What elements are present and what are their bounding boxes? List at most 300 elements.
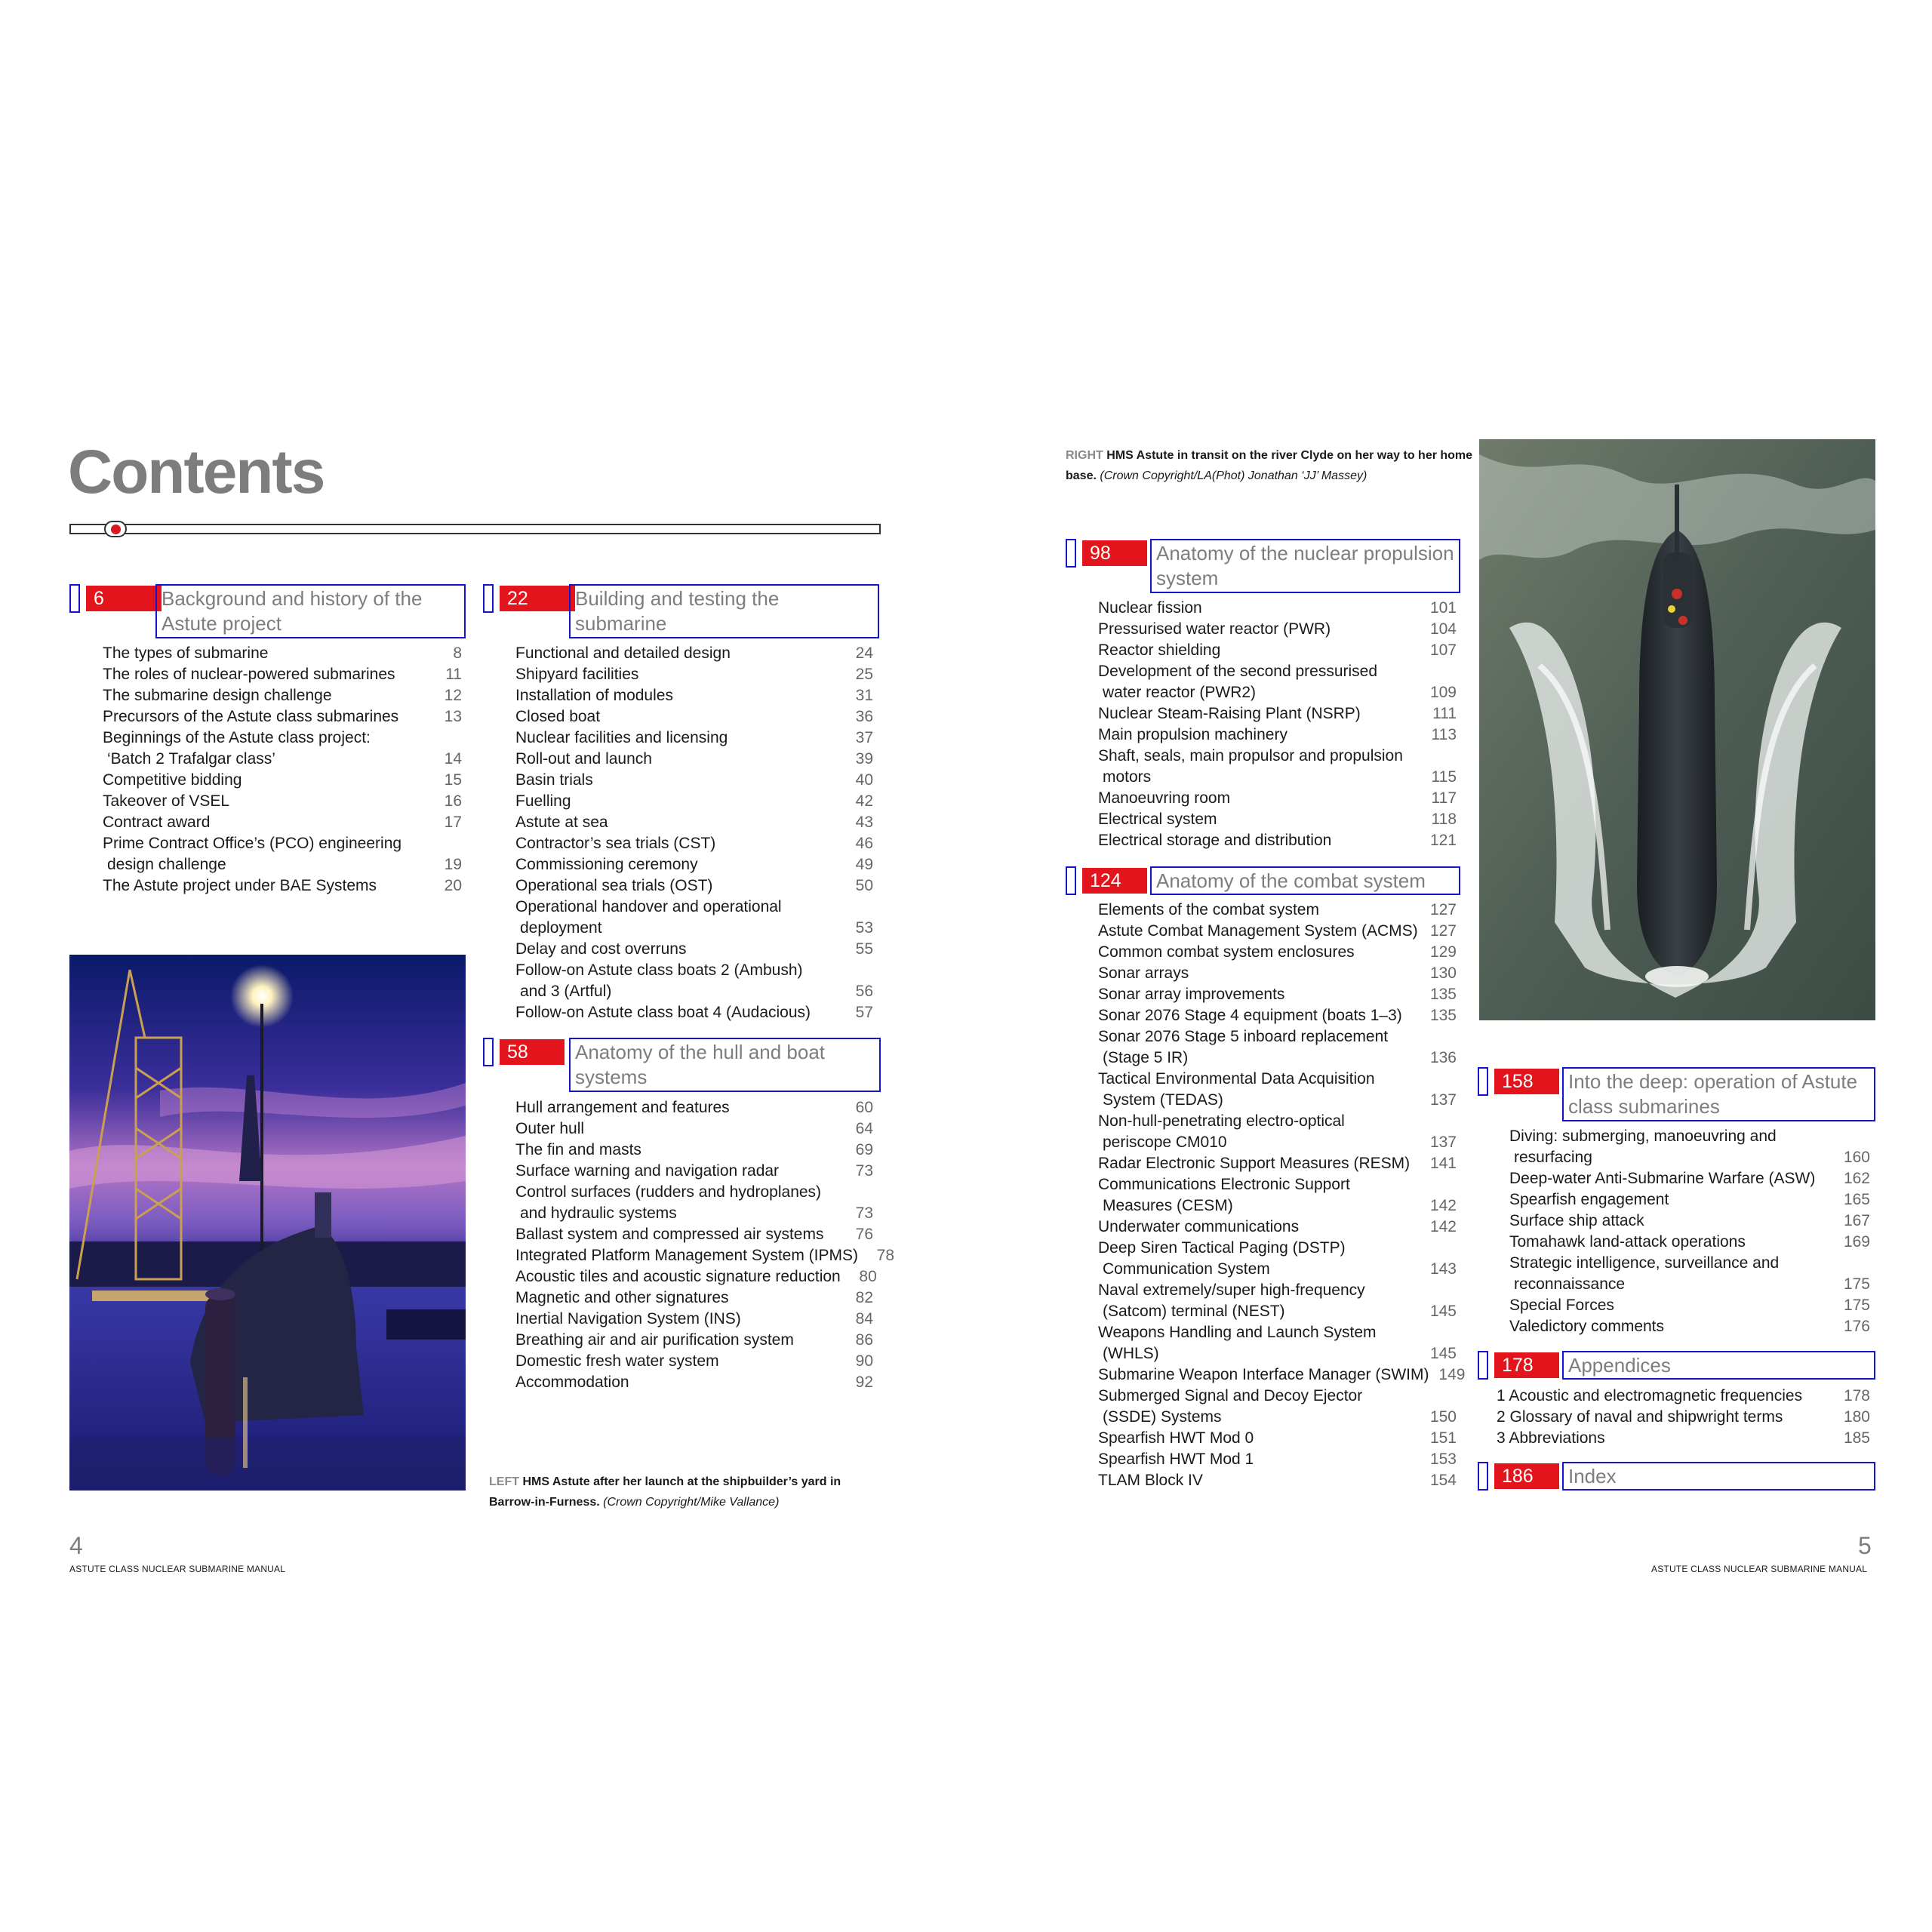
toc-entry-page: 151 bbox=[1429, 1429, 1457, 1447]
toc-entry-label: Outer hull bbox=[515, 1120, 585, 1137]
toc-entry-label: Communication System bbox=[1103, 1260, 1270, 1278]
toc-entry[interactable] bbox=[515, 1118, 873, 1140]
toc-entry-label: Precursors of the Astute class submarines bbox=[103, 708, 399, 725]
title-rule bbox=[69, 524, 881, 534]
toc-entry[interactable] bbox=[103, 875, 462, 897]
toc-entry[interactable] bbox=[103, 833, 462, 854]
toc-entry-label: Contract award bbox=[103, 814, 211, 831]
toc-entry[interactable] bbox=[1098, 1005, 1457, 1026]
toc-entry-label: Shipyard facilities bbox=[515, 666, 639, 683]
toc-entry[interactable] bbox=[515, 1161, 873, 1182]
toc-entry[interactable] bbox=[1098, 1069, 1457, 1090]
toc-entry[interactable] bbox=[515, 706, 873, 728]
toc-entry-label: Functional and detailed design bbox=[515, 645, 731, 662]
toc-entry-label: Deep Siren Tactical Paging (DSTP) bbox=[1098, 1239, 1346, 1257]
toc-entry[interactable] bbox=[1098, 598, 1457, 619]
toc-entry[interactable] bbox=[1509, 1232, 1870, 1253]
toc-entry-page: 64 bbox=[855, 1120, 873, 1137]
toc-entry[interactable] bbox=[1098, 1090, 1457, 1111]
toc-entry-label: Breathing air and air purification system bbox=[515, 1331, 794, 1349]
toc-entry[interactable] bbox=[1098, 1343, 1457, 1364]
toc-entry[interactable] bbox=[515, 854, 873, 875]
running-footer: ASTUTE CLASS NUCLEAR SUBMARINE MANUAL bbox=[69, 1564, 286, 1574]
toc-entry-label: The Astute project under BAE Systems bbox=[103, 877, 377, 894]
toc-entry-label: TLAM Block IV bbox=[1098, 1472, 1203, 1489]
toc-entry-label: Control surfaces (rudders and hydroplanes) bbox=[515, 1183, 822, 1201]
toc-entry-page: 137 bbox=[1429, 1134, 1457, 1151]
toc-entry-page: 137 bbox=[1429, 1091, 1457, 1109]
toc-entry-label: Naval extremely/super high-frequency bbox=[1098, 1281, 1365, 1299]
toc-entry-label: Acoustic tiles and acoustic signature reduction bbox=[515, 1268, 841, 1285]
toc-entry[interactable] bbox=[515, 1224, 873, 1245]
red-dot-icon bbox=[111, 525, 121, 534]
toc-entry-label: Follow-on Astute class boats 2 (Ambush) bbox=[515, 961, 803, 979]
toc-entry[interactable] bbox=[515, 1140, 873, 1161]
toc-entry[interactable] bbox=[1098, 1111, 1457, 1132]
toc-list-hull bbox=[515, 1097, 895, 1393]
toc-entry[interactable] bbox=[103, 791, 462, 812]
toc-entry-page: 121 bbox=[1429, 832, 1457, 849]
toc-entry-page: 73 bbox=[855, 1204, 873, 1222]
toc-entry-label: Sonar arrays bbox=[1098, 964, 1189, 982]
toc-entry-page: 169 bbox=[1843, 1233, 1870, 1251]
toc-entry[interactable] bbox=[515, 812, 873, 833]
toc-entry-label: Electrical system bbox=[1098, 811, 1217, 828]
section-page-number: 6 bbox=[86, 586, 162, 611]
toc-entry[interactable] bbox=[515, 1330, 873, 1351]
toc-entry-page: 142 bbox=[1429, 1197, 1457, 1214]
toc-entry-page: 153 bbox=[1429, 1451, 1457, 1468]
toc-entry-label: (Satcom) terminal (NEST) bbox=[1103, 1303, 1285, 1320]
toc-entry[interactable] bbox=[103, 728, 462, 749]
toc-entry-page: 16 bbox=[444, 792, 462, 810]
toc-entry-label: Nuclear fission bbox=[1098, 599, 1202, 617]
toc-entry-label: Roll-out and launch bbox=[515, 750, 652, 768]
toc-entry[interactable] bbox=[515, 749, 873, 770]
toc-entry-label: Astute Combat Management System (ACMS) bbox=[1098, 922, 1418, 940]
toc-entry[interactable] bbox=[515, 791, 873, 812]
toc-entry[interactable] bbox=[1098, 746, 1457, 767]
toc-entry-label: Domestic fresh water system bbox=[515, 1352, 719, 1370]
toc-entry[interactable] bbox=[1509, 1316, 1870, 1337]
section-heading-appendices[interactable] bbox=[1478, 1351, 1875, 1380]
section-title: Anatomy of the hull and boat systems bbox=[569, 1038, 881, 1092]
section-page-number: 98 bbox=[1082, 540, 1147, 566]
toc-entry-label: Elements of the combat system bbox=[1098, 901, 1319, 918]
toc-entry[interactable] bbox=[1098, 703, 1457, 724]
toc-entry-label: Commissioning ceremony bbox=[515, 856, 698, 873]
toc-list-appendices bbox=[1497, 1386, 1870, 1449]
toc-entry[interactable] bbox=[1098, 1470, 1457, 1491]
toc-entry-page: 167 bbox=[1843, 1212, 1870, 1229]
toc-entry[interactable] bbox=[1098, 1449, 1457, 1470]
toc-entry[interactable] bbox=[1497, 1428, 1870, 1449]
toc-entry[interactable] bbox=[1098, 942, 1457, 963]
toc-entry-page: 25 bbox=[855, 666, 873, 683]
toc-entry-page: 113 bbox=[1431, 726, 1457, 743]
toc-entry-label: Integrated Platform Management System (IPMS) bbox=[515, 1247, 859, 1264]
toc-entry-page: 130 bbox=[1429, 964, 1457, 982]
toc-entry-label: ‘Batch 2 Trafalgar class’ bbox=[107, 750, 275, 768]
toc-entry-label: Contractor’s sea trials (CST) bbox=[515, 835, 716, 852]
section-marker bbox=[69, 584, 80, 613]
toc-entry[interactable] bbox=[1098, 640, 1457, 661]
toc-entry[interactable] bbox=[1509, 1168, 1870, 1189]
toc-entry-page: 185 bbox=[1843, 1429, 1870, 1447]
toc-entry-page: 145 bbox=[1429, 1345, 1457, 1362]
toc-entry-label: The types of submarine bbox=[103, 645, 269, 662]
toc-entry[interactable] bbox=[1098, 1238, 1457, 1259]
toc-entry[interactable] bbox=[103, 664, 462, 685]
toc-entry[interactable] bbox=[515, 897, 873, 918]
toc-entry[interactable] bbox=[1098, 1132, 1457, 1153]
toc-entry[interactable] bbox=[1509, 1295, 1870, 1316]
toc-entry-label: Diving: submerging, manoeuvring and bbox=[1509, 1128, 1777, 1145]
toc-entry-page: 46 bbox=[855, 835, 873, 852]
toc-entry[interactable] bbox=[1098, 1048, 1457, 1069]
toc-entry-page: 178 bbox=[1843, 1387, 1870, 1404]
toc-list-combat bbox=[1098, 900, 1466, 1491]
toc-entry[interactable] bbox=[1509, 1189, 1870, 1211]
section-heading-building[interactable] bbox=[483, 584, 879, 638]
toc-entry-page: 129 bbox=[1429, 943, 1457, 961]
toc-entry-label: Main propulsion machinery bbox=[1098, 726, 1287, 743]
toc-list-building bbox=[515, 643, 873, 1023]
toc-entry-page: 53 bbox=[855, 919, 873, 937]
toc-entry[interactable] bbox=[1098, 900, 1457, 921]
toc-entry[interactable] bbox=[515, 728, 873, 749]
toc-entry[interactable] bbox=[103, 812, 462, 833]
toc-entry-page: 141 bbox=[1429, 1155, 1457, 1172]
toc-entry[interactable] bbox=[515, 939, 873, 960]
toc-entry-label: (WHLS) bbox=[1103, 1345, 1159, 1362]
toc-entry[interactable] bbox=[1098, 1428, 1457, 1449]
toc-entry[interactable] bbox=[1098, 682, 1457, 703]
toc-entry-page: 162 bbox=[1843, 1170, 1870, 1187]
toc-entry[interactable] bbox=[1098, 1322, 1457, 1343]
section-page-number: 158 bbox=[1494, 1069, 1559, 1094]
toc-entry[interactable] bbox=[103, 770, 462, 791]
toc-entry-label: Pressurised water reactor (PWR) bbox=[1098, 620, 1331, 638]
toc-entry-page: 101 bbox=[1429, 599, 1457, 617]
toc-entry-page: 56 bbox=[855, 983, 873, 1000]
toc-entry-label: Special Forces bbox=[1509, 1297, 1614, 1314]
toc-entry-page: 142 bbox=[1429, 1218, 1457, 1235]
toc-entry-page: 111 bbox=[1432, 705, 1457, 722]
toc-entry-page: 143 bbox=[1429, 1260, 1457, 1278]
toc-list-operation bbox=[1509, 1126, 1870, 1337]
toc-entry-label: Follow-on Astute class boat 4 (Audacious) bbox=[515, 1004, 811, 1021]
section-title: Anatomy of the combat system bbox=[1150, 866, 1460, 895]
toc-entry-label: Sonar 2076 Stage 4 equipment (boats 1–3) bbox=[1098, 1007, 1402, 1024]
toc-entry-page: 78 bbox=[876, 1247, 895, 1264]
section-title: Background and history of the Astute project bbox=[155, 584, 466, 638]
toc-entry[interactable] bbox=[515, 1097, 873, 1118]
toc-entry-page: 154 bbox=[1429, 1472, 1457, 1489]
toc-entry-page: 15 bbox=[444, 771, 462, 789]
toc-entry-label: (Stage 5 IR) bbox=[1103, 1049, 1189, 1066]
toc-entry[interactable] bbox=[103, 749, 462, 770]
toc-entry[interactable] bbox=[515, 1182, 873, 1203]
toc-entry-page: 12 bbox=[444, 687, 462, 704]
toc-entry[interactable] bbox=[1098, 1195, 1457, 1217]
toc-entry-page: 17 bbox=[444, 814, 462, 831]
caption-credit: (Crown Copyright/LA(Phot) Jonathan ‘JJ’ Massey) bbox=[1100, 469, 1367, 482]
toc-entry[interactable] bbox=[515, 1203, 873, 1224]
toc-entry-label: Inertial Navigation System (INS) bbox=[515, 1310, 741, 1327]
toc-entry-label: Spearfish engagement bbox=[1509, 1191, 1669, 1208]
toc-entry-label: Basin trials bbox=[515, 771, 593, 789]
toc-entry[interactable] bbox=[1509, 1211, 1870, 1232]
toc-entry-label: Non-hull-penetrating electro-optical bbox=[1098, 1112, 1345, 1130]
toc-entry-label: Takeover of VSEL bbox=[103, 792, 230, 810]
toc-entry-label: Measures (CESM) bbox=[1103, 1197, 1233, 1214]
toc-entry-page: 36 bbox=[855, 708, 873, 725]
toc-entry-label: Competitive bidding bbox=[103, 771, 242, 789]
toc-entry-page: 127 bbox=[1429, 922, 1457, 940]
toc-entry-page: 84 bbox=[855, 1310, 873, 1327]
section-heading-background[interactable] bbox=[69, 584, 466, 638]
caption-text: HMS Astute in transit on the river Clyde on her way to her home base. bbox=[1066, 449, 1473, 482]
toc-entry[interactable] bbox=[515, 1287, 873, 1309]
caption-credit: (Crown Copyright/Mike Vallance) bbox=[603, 1496, 780, 1509]
toc-entry-label: Sonar 2076 Stage 5 inboard replacement bbox=[1098, 1028, 1389, 1045]
section-marker bbox=[1478, 1067, 1488, 1096]
left-photo-caption bbox=[489, 1472, 881, 1512]
toc-entry-page: 107 bbox=[1429, 641, 1457, 659]
section-heading-operation[interactable] bbox=[1478, 1067, 1875, 1121]
toc-entry-page: 80 bbox=[859, 1268, 877, 1285]
toc-entry[interactable] bbox=[1509, 1253, 1870, 1274]
section-marker bbox=[1066, 539, 1076, 568]
toc-entry[interactable] bbox=[1497, 1386, 1870, 1407]
toc-entry-page: 42 bbox=[855, 792, 873, 810]
transit-photo bbox=[1479, 439, 1875, 1020]
toc-entry[interactable] bbox=[515, 1309, 873, 1330]
toc-entry-page: 19 bbox=[444, 856, 462, 873]
toc-entry-label: The fin and masts bbox=[515, 1141, 641, 1158]
toc-entry-label: reconnaissance bbox=[1514, 1275, 1626, 1293]
toc-entry[interactable] bbox=[515, 770, 873, 791]
toc-entry-page: 60 bbox=[855, 1099, 873, 1116]
toc-entry-page: 11 bbox=[445, 666, 462, 683]
section-heading-propulsion[interactable] bbox=[1066, 539, 1460, 593]
page-number: 5 bbox=[1858, 1532, 1872, 1559]
toc-entry[interactable] bbox=[515, 685, 873, 706]
toc-entry-label: System (TEDAS) bbox=[1103, 1091, 1223, 1109]
section-title: Into the deep: operation of Astute class submarines bbox=[1562, 1067, 1875, 1121]
toc-entry-label: periscope CM010 bbox=[1103, 1134, 1227, 1151]
toc-entry[interactable] bbox=[515, 664, 873, 685]
section-page-number: 22 bbox=[500, 586, 575, 611]
toc-entry[interactable] bbox=[1098, 830, 1457, 851]
toc-entry[interactable] bbox=[1098, 1153, 1457, 1174]
toc-entry[interactable] bbox=[515, 833, 873, 854]
toc-entry-label: Nuclear facilities and licensing bbox=[515, 729, 728, 746]
toc-entry-label: Installation of modules bbox=[515, 687, 673, 704]
toc-entry[interactable] bbox=[1098, 809, 1457, 830]
toc-entry[interactable] bbox=[1098, 1364, 1466, 1386]
toc-entry[interactable] bbox=[515, 960, 873, 981]
toc-entry[interactable] bbox=[1098, 963, 1457, 984]
toc-entry-label: Operational handover and operational bbox=[515, 898, 782, 915]
toc-entry-label: Surface ship attack bbox=[1509, 1212, 1644, 1229]
toc-entry-page: 86 bbox=[855, 1331, 873, 1349]
toc-entry[interactable] bbox=[1098, 984, 1457, 1005]
toc-entry-page: 8 bbox=[453, 645, 462, 662]
toc-entry-label: Communications Electronic Support bbox=[1098, 1176, 1350, 1193]
toc-entry[interactable] bbox=[1509, 1147, 1870, 1168]
toc-entry[interactable] bbox=[515, 1245, 895, 1266]
toc-entry-label: 1 Acoustic and electromagnetic frequencies bbox=[1497, 1387, 1803, 1404]
toc-entry-label: Underwater communications bbox=[1098, 1218, 1300, 1235]
launch-photo bbox=[69, 955, 466, 1491]
toc-entry-label: 2 Glossary of naval and shipwright terms bbox=[1497, 1408, 1783, 1426]
toc-entry[interactable] bbox=[103, 854, 462, 875]
toc-entry[interactable] bbox=[515, 1351, 873, 1372]
toc-entry[interactable] bbox=[103, 643, 462, 664]
toc-entry-page: 115 bbox=[1431, 768, 1457, 786]
toc-entry-page: 109 bbox=[1429, 684, 1457, 701]
toc-entry[interactable] bbox=[1098, 767, 1457, 788]
toc-entry-page: 49 bbox=[855, 856, 873, 873]
toc-entry[interactable] bbox=[515, 875, 873, 897]
toc-entry[interactable] bbox=[515, 1372, 873, 1393]
toc-entry-page: 50 bbox=[855, 877, 873, 894]
toc-entry-page: 37 bbox=[855, 729, 873, 746]
section-heading-index[interactable] bbox=[1478, 1462, 1875, 1491]
caption-lead: LEFT bbox=[489, 1475, 519, 1488]
toc-entry-page: 127 bbox=[1429, 901, 1457, 918]
toc-entry-page: 104 bbox=[1429, 620, 1457, 638]
toc-entry-label: motors bbox=[1103, 768, 1152, 786]
toc-entry[interactable] bbox=[515, 981, 873, 1002]
toc-entry-page: 39 bbox=[855, 750, 873, 768]
toc-entry-label: Astute at sea bbox=[515, 814, 608, 831]
toc-entry[interactable] bbox=[1098, 1174, 1457, 1195]
toc-entry[interactable] bbox=[1098, 1407, 1457, 1428]
toc-entry-label: The submarine design challenge bbox=[103, 687, 332, 704]
section-title: Index bbox=[1562, 1462, 1875, 1491]
toc-entry-label: Spearfish HWT Mod 0 bbox=[1098, 1429, 1254, 1447]
toc-entry-label: Surface warning and navigation radar bbox=[515, 1162, 780, 1180]
right-photo-caption bbox=[1066, 445, 1473, 486]
toc-entry[interactable] bbox=[1497, 1407, 1870, 1428]
toc-entry-label: Magnetic and other signatures bbox=[515, 1289, 729, 1306]
toc-entry-page: 145 bbox=[1429, 1303, 1457, 1320]
toc-entry[interactable] bbox=[1509, 1126, 1870, 1147]
toc-entry-page: 117 bbox=[1431, 789, 1457, 807]
toc-entry-label: Manoeuvring room bbox=[1098, 789, 1231, 807]
section-heading-combat[interactable] bbox=[1066, 866, 1460, 895]
toc-entry-label: Radar Electronic Support Measures (RESM) bbox=[1098, 1155, 1411, 1172]
toc-entry[interactable] bbox=[1098, 619, 1457, 640]
toc-entry-label: Spearfish HWT Mod 1 bbox=[1098, 1451, 1254, 1468]
toc-entry[interactable] bbox=[515, 918, 873, 939]
toc-entry[interactable] bbox=[515, 643, 873, 664]
toc-entry-label: design challenge bbox=[107, 856, 226, 873]
toc-entry-page: 76 bbox=[855, 1226, 873, 1243]
section-marker bbox=[483, 1038, 494, 1066]
toc-entry-label: Accommodation bbox=[515, 1374, 629, 1391]
toc-entry-page: 82 bbox=[855, 1289, 873, 1306]
section-title: Appendices bbox=[1562, 1351, 1875, 1380]
toc-entry[interactable] bbox=[1098, 1026, 1457, 1048]
toc-entry-label: (SSDE) Systems bbox=[1103, 1408, 1222, 1426]
caption-lead: RIGHT bbox=[1066, 449, 1103, 462]
toc-entry-label: Strategic intelligence, surveillance and bbox=[1509, 1254, 1780, 1272]
toc-entry-page: 175 bbox=[1843, 1297, 1870, 1314]
toc-list-propulsion bbox=[1098, 598, 1457, 851]
toc-list-background bbox=[103, 643, 462, 897]
toc-entry-label: Sonar array improvements bbox=[1098, 986, 1285, 1003]
toc-entry[interactable] bbox=[103, 706, 462, 728]
toc-entry[interactable] bbox=[1098, 1217, 1457, 1238]
toc-entry-page: 149 bbox=[1438, 1366, 1466, 1383]
toc-entry-page: 136 bbox=[1429, 1049, 1457, 1066]
toc-entry-page: 73 bbox=[855, 1162, 873, 1180]
toc-entry[interactable] bbox=[1509, 1274, 1870, 1295]
toc-entry-label: and hydraulic systems bbox=[520, 1204, 677, 1222]
toc-entry-label: Deep-water Anti-Submarine Warfare (ASW) bbox=[1509, 1170, 1816, 1187]
toc-entry[interactable] bbox=[1098, 788, 1457, 809]
toc-entry-page: 13 bbox=[444, 708, 462, 725]
toc-entry-label: Closed boat bbox=[515, 708, 601, 725]
toc-entry-label: Prime Contract Office’s (PCO) engineering bbox=[103, 835, 402, 852]
section-heading-hull[interactable] bbox=[483, 1038, 881, 1092]
toc-entry[interactable] bbox=[1098, 1280, 1457, 1301]
toc-entry-page: 176 bbox=[1843, 1318, 1870, 1335]
toc-entry-label: Tactical Environmental Data Acquisition bbox=[1098, 1070, 1375, 1088]
toc-entry-page: 160 bbox=[1843, 1149, 1870, 1166]
toc-entry[interactable] bbox=[1098, 724, 1457, 746]
toc-entry[interactable] bbox=[515, 1002, 873, 1023]
toc-entry[interactable] bbox=[1098, 661, 1457, 682]
toc-entry-page: 43 bbox=[855, 814, 873, 831]
toc-entry-page: 175 bbox=[1843, 1275, 1870, 1293]
toc-entry-label: Submarine Weapon Interface Manager (SWIM) bbox=[1098, 1366, 1429, 1383]
toc-entry-label: Ballast system and compressed air systems bbox=[515, 1226, 824, 1243]
toc-entry-page: 31 bbox=[855, 687, 873, 704]
toc-entry-label: Nuclear Steam-Raising Plant (NSRP) bbox=[1098, 705, 1361, 722]
toc-entry-label: Tomahawk land-attack operations bbox=[1509, 1233, 1746, 1251]
toc-entry-label: Submerged Signal and Decoy Ejector bbox=[1098, 1387, 1363, 1404]
running-footer: ASTUTE CLASS NUCLEAR SUBMARINE MANUAL bbox=[1651, 1564, 1868, 1574]
toc-entry-page: 118 bbox=[1431, 811, 1457, 828]
section-page-number: 178 bbox=[1494, 1352, 1559, 1378]
toc-entry-page: 180 bbox=[1843, 1408, 1870, 1426]
section-marker bbox=[1066, 866, 1076, 895]
section-title: Building and testing the submarine bbox=[569, 584, 879, 638]
toc-entry-page: 135 bbox=[1429, 986, 1457, 1003]
section-marker bbox=[1478, 1462, 1488, 1491]
toc-entry[interactable] bbox=[103, 685, 462, 706]
toc-entry[interactable] bbox=[1098, 921, 1457, 942]
toc-entry-page: 69 bbox=[855, 1141, 873, 1158]
toc-entry-page: 40 bbox=[855, 771, 873, 789]
page-title: Contents bbox=[68, 438, 325, 506]
toc-entry[interactable] bbox=[515, 1266, 877, 1287]
toc-entry-label: Shaft, seals, main propulsor and propulsion bbox=[1098, 747, 1403, 764]
toc-entry[interactable] bbox=[1098, 1386, 1457, 1407]
toc-entry[interactable] bbox=[1098, 1259, 1457, 1280]
toc-entry[interactable] bbox=[1098, 1301, 1457, 1322]
toc-entry-label: water reactor (PWR2) bbox=[1103, 684, 1257, 701]
toc-entry-label: and 3 (Artful) bbox=[520, 983, 612, 1000]
toc-entry-page: 92 bbox=[855, 1374, 873, 1391]
section-page-number: 124 bbox=[1082, 868, 1147, 894]
page-number: 4 bbox=[69, 1532, 83, 1559]
